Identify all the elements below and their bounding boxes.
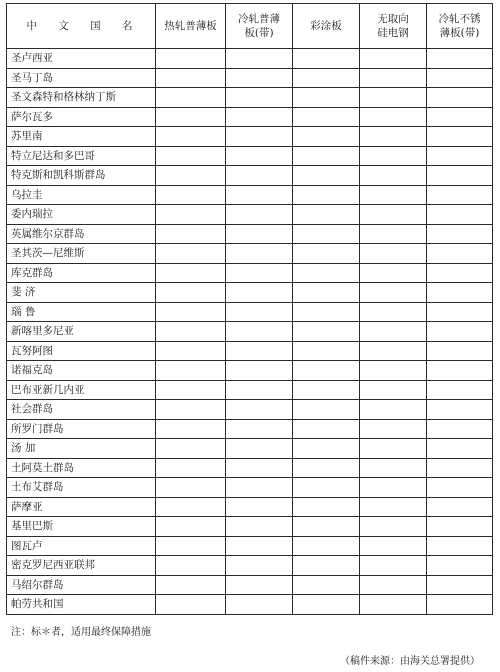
empty-cell <box>226 380 293 400</box>
empty-cell <box>293 244 360 264</box>
country-name-cell: 帕劳共和国 <box>7 595 156 615</box>
country-name-cell: 图瓦卢 <box>7 536 156 556</box>
empty-cell <box>293 146 360 166</box>
empty-cell <box>226 458 293 478</box>
empty-cell <box>156 107 226 127</box>
empty-cell <box>156 419 226 439</box>
country-name-cell: 所罗门群岛 <box>7 419 156 439</box>
tariff-country-table-container <box>6 3 492 615</box>
empty-cell <box>293 400 360 420</box>
empty-cell <box>293 361 360 381</box>
empty-cell <box>427 595 493 615</box>
empty-cell <box>226 146 293 166</box>
empty-cell <box>360 68 427 88</box>
empty-cell <box>156 497 226 517</box>
empty-cell <box>427 400 493 420</box>
empty-cell <box>293 380 360 400</box>
empty-cell <box>427 263 493 283</box>
empty-cell <box>226 185 293 205</box>
empty-cell <box>427 88 493 108</box>
table-row <box>7 341 493 361</box>
empty-cell <box>293 88 360 108</box>
column-header-country-name: 中 文 国 名 <box>7 4 156 49</box>
table-row <box>7 322 493 342</box>
empty-cell <box>427 556 493 576</box>
empty-cell <box>360 458 427 478</box>
empty-cell <box>156 380 226 400</box>
country-name-cell: 基里巴斯 <box>7 517 156 537</box>
empty-cell <box>427 478 493 498</box>
empty-cell <box>360 361 427 381</box>
source-note: （稿件来源：由海关总署提供） <box>340 656 480 667</box>
empty-cell <box>226 400 293 420</box>
empty-cell <box>156 302 226 322</box>
empty-cell <box>226 205 293 225</box>
column-header-product-4: 无取向 硅电钢 <box>360 4 427 49</box>
empty-cell <box>360 224 427 244</box>
empty-cell <box>360 595 427 615</box>
empty-cell <box>360 322 427 342</box>
table-row <box>7 595 493 615</box>
table-row <box>7 283 493 303</box>
country-name-cell: 斐 济 <box>7 283 156 303</box>
table-row <box>7 146 493 166</box>
empty-cell <box>293 575 360 595</box>
empty-cell <box>427 68 493 88</box>
empty-cell <box>293 458 360 478</box>
country-name-cell: 新喀里多尼亚 <box>7 322 156 342</box>
country-name-cell: 圣文森特和格林纳丁斯 <box>7 88 156 108</box>
table-row <box>7 517 493 537</box>
empty-cell <box>427 419 493 439</box>
table-row <box>7 380 493 400</box>
empty-cell <box>226 497 293 517</box>
empty-cell <box>427 146 493 166</box>
empty-cell <box>360 341 427 361</box>
empty-cell <box>293 185 360 205</box>
empty-cell <box>293 283 360 303</box>
empty-cell <box>156 478 226 498</box>
country-name-cell: 萨摩亚 <box>7 497 156 517</box>
empty-cell <box>156 341 226 361</box>
empty-cell <box>226 88 293 108</box>
table-row <box>7 419 493 439</box>
table-row <box>7 68 493 88</box>
table-row <box>7 497 493 517</box>
empty-cell <box>226 322 293 342</box>
country-name-cell: 特立尼达和多巴哥 <box>7 146 156 166</box>
empty-cell <box>360 517 427 537</box>
table-header <box>7 4 493 49</box>
empty-cell <box>156 205 226 225</box>
empty-cell <box>427 517 493 537</box>
country-name-cell: 萨尔瓦多 <box>7 107 156 127</box>
table-row <box>7 107 493 127</box>
empty-cell <box>427 283 493 303</box>
empty-cell <box>226 556 293 576</box>
table-row <box>7 205 493 225</box>
empty-cell <box>226 49 293 69</box>
empty-cell <box>226 68 293 88</box>
empty-cell <box>293 497 360 517</box>
empty-cell <box>226 361 293 381</box>
table-body <box>7 49 493 615</box>
footnote: 注：标＊者，适用最终保障措施 <box>11 627 151 638</box>
empty-cell <box>293 478 360 498</box>
country-name-cell: 土布艾群岛 <box>7 478 156 498</box>
empty-cell <box>360 205 427 225</box>
empty-cell <box>156 556 226 576</box>
empty-cell <box>156 68 226 88</box>
table-row <box>7 185 493 205</box>
empty-cell <box>156 575 226 595</box>
empty-cell <box>156 146 226 166</box>
empty-cell <box>360 283 427 303</box>
table-row <box>7 244 493 264</box>
empty-cell <box>427 166 493 186</box>
country-name-cell: 库克群岛 <box>7 263 156 283</box>
empty-cell <box>360 88 427 108</box>
column-header-product-1: 热轧普薄板 <box>156 4 226 49</box>
empty-cell <box>156 166 226 186</box>
empty-cell <box>293 322 360 342</box>
empty-cell <box>226 575 293 595</box>
empty-cell <box>360 380 427 400</box>
empty-cell <box>156 49 226 69</box>
header-row <box>7 4 493 49</box>
table-row <box>7 556 493 576</box>
country-name-cell: 密克罗尼西亚联邦 <box>7 556 156 576</box>
empty-cell <box>156 127 226 147</box>
empty-cell <box>360 166 427 186</box>
empty-cell <box>156 400 226 420</box>
empty-cell <box>156 439 226 459</box>
table-row <box>7 49 493 69</box>
empty-cell <box>360 400 427 420</box>
empty-cell <box>293 166 360 186</box>
empty-cell <box>226 127 293 147</box>
empty-cell <box>360 419 427 439</box>
empty-cell <box>360 263 427 283</box>
table-row <box>7 575 493 595</box>
country-name-cell: 圣卢西亚 <box>7 49 156 69</box>
table-row <box>7 263 493 283</box>
empty-cell <box>427 497 493 517</box>
empty-cell <box>360 146 427 166</box>
empty-cell <box>293 419 360 439</box>
table-row <box>7 478 493 498</box>
empty-cell <box>156 595 226 615</box>
empty-cell <box>360 575 427 595</box>
empty-cell <box>293 302 360 322</box>
empty-cell <box>226 244 293 264</box>
empty-cell <box>226 302 293 322</box>
empty-cell <box>360 302 427 322</box>
empty-cell <box>427 205 493 225</box>
empty-cell <box>360 107 427 127</box>
table-row <box>7 439 493 459</box>
empty-cell <box>427 380 493 400</box>
empty-cell <box>360 244 427 264</box>
empty-cell <box>360 478 427 498</box>
empty-cell <box>360 556 427 576</box>
empty-cell <box>226 595 293 615</box>
empty-cell <box>427 536 493 556</box>
column-header-product-5: 冷轧不锈 薄板(带) <box>427 4 493 49</box>
empty-cell <box>427 302 493 322</box>
empty-cell <box>293 341 360 361</box>
empty-cell <box>156 224 226 244</box>
empty-cell <box>226 283 293 303</box>
country-name-cell: 瑙 鲁 <box>7 302 156 322</box>
empty-cell <box>156 88 226 108</box>
column-header-product-3: 彩涂板 <box>293 4 360 49</box>
empty-cell <box>427 439 493 459</box>
empty-cell <box>226 263 293 283</box>
empty-cell <box>293 205 360 225</box>
column-header-product-2: 冷轧普薄 板(带) <box>226 4 293 49</box>
country-name-cell: 特克斯和凯科斯群岛 <box>7 166 156 186</box>
empty-cell <box>427 244 493 264</box>
empty-cell <box>293 68 360 88</box>
empty-cell <box>360 127 427 147</box>
table-row <box>7 88 493 108</box>
empty-cell <box>360 185 427 205</box>
country-name-cell: 圣马丁岛 <box>7 68 156 88</box>
empty-cell <box>427 361 493 381</box>
empty-cell <box>156 322 226 342</box>
empty-cell <box>156 283 226 303</box>
country-name-cell: 圣其茨—尼维斯 <box>7 244 156 264</box>
empty-cell <box>156 263 226 283</box>
country-name-cell: 诺福克岛 <box>7 361 156 381</box>
table-row <box>7 361 493 381</box>
empty-cell <box>226 536 293 556</box>
country-name-cell: 瓦努阿图 <box>7 341 156 361</box>
table-row <box>7 400 493 420</box>
table-row <box>7 302 493 322</box>
empty-cell <box>156 458 226 478</box>
empty-cell <box>226 166 293 186</box>
country-name-cell: 苏里南 <box>7 127 156 147</box>
empty-cell <box>226 478 293 498</box>
empty-cell <box>427 127 493 147</box>
table-row <box>7 458 493 478</box>
empty-cell <box>427 341 493 361</box>
table-row <box>7 127 493 147</box>
empty-cell <box>226 517 293 537</box>
empty-cell <box>226 224 293 244</box>
empty-cell <box>156 536 226 556</box>
table-row <box>7 224 493 244</box>
empty-cell <box>427 458 493 478</box>
table-row <box>7 166 493 186</box>
empty-cell <box>156 517 226 537</box>
country-name-cell: 巴布亚新几内亚 <box>7 380 156 400</box>
empty-cell <box>427 224 493 244</box>
empty-cell <box>360 49 427 69</box>
empty-cell <box>293 556 360 576</box>
empty-cell <box>226 419 293 439</box>
empty-cell <box>293 224 360 244</box>
empty-cell <box>360 536 427 556</box>
empty-cell <box>427 107 493 127</box>
empty-cell <box>156 361 226 381</box>
empty-cell <box>293 127 360 147</box>
empty-cell <box>293 536 360 556</box>
country-product-table <box>6 3 493 615</box>
empty-cell <box>156 185 226 205</box>
country-name-cell: 乌拉圭 <box>7 185 156 205</box>
empty-cell <box>293 595 360 615</box>
country-name-cell: 英属维尔京群岛 <box>7 224 156 244</box>
empty-cell <box>293 49 360 69</box>
empty-cell <box>226 107 293 127</box>
empty-cell <box>293 263 360 283</box>
empty-cell <box>427 185 493 205</box>
country-name-cell: 土阿莫土群岛 <box>7 458 156 478</box>
empty-cell <box>226 341 293 361</box>
country-name-cell: 马绍尔群岛 <box>7 575 156 595</box>
country-name-cell: 社会群岛 <box>7 400 156 420</box>
empty-cell <box>226 439 293 459</box>
empty-cell <box>293 107 360 127</box>
empty-cell <box>427 575 493 595</box>
empty-cell <box>293 439 360 459</box>
empty-cell <box>360 497 427 517</box>
country-name-cell: 汤 加 <box>7 439 156 459</box>
empty-cell <box>360 439 427 459</box>
table-row <box>7 536 493 556</box>
empty-cell <box>427 322 493 342</box>
empty-cell <box>427 49 493 69</box>
empty-cell <box>293 517 360 537</box>
empty-cell <box>156 244 226 264</box>
country-name-cell: 委内瑞拉 <box>7 205 156 225</box>
